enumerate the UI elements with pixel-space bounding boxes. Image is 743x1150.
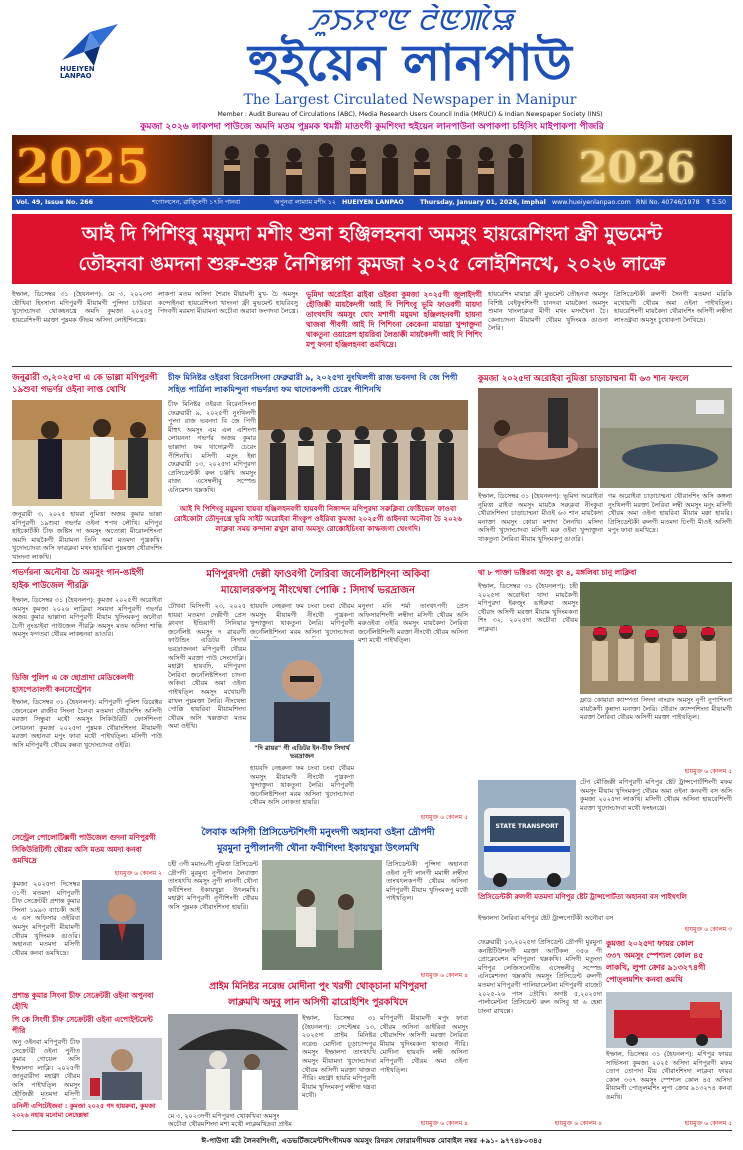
- chief-sec-headline-2: পি কে সিংগী চীফ সেক্রেটরী ওইনা এপোইন্টমেন্ট পীরি: [12, 1015, 153, 1035]
- camp-people-icon: [580, 582, 732, 694]
- fire-headline-1: কুমজা ২০২৫দা ফায়র কোল: [606, 939, 694, 948]
- greeting-line: কুমজা ২০২৬ লাকপদা পাউজে অমদি মতম পুম্নমক থমগ্নী মাতংগী কুমশিংদা হুইয়েন লানপাউনা অপাকপা চহিসিং মাইপাকপা পীজরি: [140, 122, 604, 132]
- divider: [12, 562, 732, 563]
- fire-truck-icon: [606, 992, 732, 1048]
- governor-photo: [12, 400, 162, 506]
- fire-headline-4: পোত্‌লমশিং কনবা ঙমখি: [606, 975, 683, 984]
- governor2-headline: গভর্ণরনা অনৌবা চৈ অমসুং গান-ঙাইগী হাইক পাউজেল পীরক্লি: [12, 567, 144, 590]
- oath-ceremony-icon: [12, 400, 162, 506]
- fire-headline-3: লাকখি, লুপা ক্রোর ৯১৩২৭৪গী: [606, 963, 706, 972]
- assembly-see-more[interactable]: হায়মুক্ত ৬ কোলম ৪: [554, 1120, 602, 1127]
- chief-sec-photo: [82, 880, 162, 960]
- injured-person-icon: [478, 388, 598, 488]
- cm-photo-caption: আই দি পিশিংবু ময়ুমদা হায়বা হঞ্জিলহনবগী হায়বগী নিঙ্গান্দন মণিপুরদা সরুক্লিবা ফেষ্টিভেল ফাওবা রোইকোটা তৌদুনখ্রে ভূমি সাইট অরোইবা নীংকুপ ওইরিবা কুমজা ২০২৫গী ঙাইনবা অনৌবা চৈ ২০২৬ লাক্লবা সময় কন্দানা ৱখুল ৱাবা অমসুং রোক্কোইচিংবা কাম্ফজগা থেংগদি।: [173, 504, 463, 534]
- president-photo: [262, 860, 382, 970]
- divider: [12, 1130, 732, 1131]
- transport-headline: প্রিসিডেন্টকী রুলগী মতমদা মণিপুর ষ্টেট ট্রান্সপোর্টতা অহানবা বস পাইখৎলি: [478, 893, 687, 901]
- governor2-body: ইম্ফাল, ডিসেম্বর ৩১ (হৈযনলপ): কুমজা ২০২৫গী অরোইবা অমসুং কুমজা ২০২৬ লাক্লিবা সময়দা মণিপুরগী গভর্ণর অজয় কুমার ভাল্লানা মণিপুরগী মীয়াম খুদিংমকপু অনৌবা চৈগী নুংঙাইবা পাউজেল পীরক্লি অমসুং মতম অসিদা শান্তি অমসুং ফগতবা থৌরম লাকহনবা ঙাওরি।: [12, 596, 162, 639]
- fire-headline-box: [606, 938, 732, 988]
- flood-body: ইম্ফাল, ডিসেম্বর ৩১ (হৈযনলপ): চহী ২০২৫দা অরোইবা থাদা মায়কৈগী মণিপুরদা ইরুজুং ঙাইরুবা অমসুং থৌরাং অসিগী মরক্তা মীয়াম খুদিংমকনা শিং ৩২, ২০২৫দা অচৌবা থৌরম লাক্লবা।: [478, 582, 578, 633]
- crowd-photo: [212, 135, 532, 195]
- bengali-title: হুইয়েন লানপাউ: [248, 34, 572, 92]
- person-portrait-icon: [250, 640, 354, 742]
- flood-col-2: ফ্লাড কোয়ারা ক্যাম্পতা সিদদা নাংরাং অমসুং নুপী নুপাশিংনা মায়কৈগী কুন্নাদা মনাক্তা লৈরি। থৌরাং ক্যাম্পশিংদা মীয়ামগী মরক্তা লৈরিবা থৌরম অসিগী মরক্তা পাইখত্লি।: [580, 696, 732, 722]
- lead-highlight-box: [306, 290, 482, 356]
- governor-body: জনুৱারী ৩, ২০২৫ হায়রা নুমিত্তা অজয় কুমার ভাল্লা মণিপুরগী ১৯শুবা গভর্ণর ওইনা শপথ লৌখি। মণিপুর হাইকোর্টকী চীফ জষ্টিস দা অমসুং অতোপ্পা মীরোলশিংনা অমদি মায়কৈগী মীয়ামনা তিনি অমা মতমদা পুখ্রকখি। খুদোংচাদবা অসি ফারূক্লবা মথং হায়রিবা পুম্নমক্তা থৌরাংশিং খাংদনা লাকখি।: [12, 510, 162, 561]
- fire-photo: [606, 992, 732, 1048]
- tagline: The Largest Circulated Newspaper in Manipur: [243, 92, 577, 108]
- issue-paper: HUEIYEN LANPAO: [342, 199, 404, 206]
- deal-headline-2: মায়োলরকপসু নীংথেম্বা পোক্কি : সিদার্থ ভরদ্রাজন: [221, 585, 415, 596]
- war-headline: কুমজা ২০২৫দা অরোইবা নুমিত্তা চাড়াচাম্মনা মী ৬৩ শান ফংলে: [478, 374, 689, 384]
- masthead: [0, 0, 743, 195]
- new-year-banner: [12, 135, 732, 195]
- bus-icon: [478, 780, 576, 890]
- issue-price: ₹ 5.50: [706, 199, 727, 206]
- flood-headline: থা ৮ পাক্তা ভক্টিরবা অসুং বুং ৪, মঙ্গলিবা চানু লাক্লিবা: [478, 568, 637, 577]
- lead-col-1: ইম্ফাল, ডিসেম্বর ৩১ (হৈযনলপ): মে ৩, ২০২৩দা হৌখিবা হিংসানা মণিপুরগী মীয়ামগী পুন্সিদা চাউরবা খুদোংচাদবা থোকহনখ্রে অমদি কুমজা ২০২৫সু হায়রেশিংগী মরক্তা পুম্নমক ফীভম অসিদা লোইশিনখ্রে।: [12, 290, 152, 324]
- lead-col-5: প্রিসিডেন্টকী রুলগী সৈনগী মতমদা মরিকি মখোয়গী থৌরম অমা ওইনা পাইখত্লি। হায়রেশিংগী মায়কৈদা থৌরাংশিং অসিগী লম্বীদা লাংতক্নবা অমসুং চুথোকপা লৈখিদ্রে।: [614, 290, 732, 324]
- war-photo-1: [478, 388, 598, 488]
- deal-col-4: মনুংদা মনি শর্মা তাংখৎপগী প্রেস অফিসারশিংগী লম্বীদা মসিগী থৌরম অসি মরুওইবা ওইরি অমসুং মায়কৈদা লৈরিবা জর্নেলিষ্টশিংগী মরক্তা নীংথৌ থৌরম অসিনা মশা মথৌ পাইখত্লি।: [358, 602, 468, 645]
- lead-headline-band: [12, 214, 732, 284]
- transport-caption: ইম্ফালদা লৈরিবা মণিপুর ষ্টেট ট্রান্সপোর্টকী অনৌবা বস: [478, 914, 614, 922]
- fire-headline-2: ৩৩৭ অমসুং স্পেশ্যল কোল ৪৫: [606, 951, 704, 960]
- pm-col-3: মণিপুরগী মীয়ামগী মপুং ফাবা থৌরম অসিনা ঙাইরিবা অমসুং থৌরাংশিং অসিগী মরক্তা লৈরিবা মীয়াম খুদিংমকনা থাজবা পীরি। মোদীনা হায়বদি লম্বী অসিনা মণিপুরগী থৌরম অমা ওইনা পাইখত্লি।: [380, 1014, 468, 1074]
- issue-rni: RNI No. 40746/1978: [636, 199, 700, 206]
- lead-col-4: হায়রেশিং মায়াম্না ফ্রী মুভমেন্ট তৌহনবা অমসুং বিশিষ্ট বেইফুংশিংগী চানদবা মায়কৈদা অমসুং শুমান থাংলাক্লবা মীগী মখং মসংখৈনা চৈ। কেনাচাদনা মীয়ামগী থৌরম খুদিংমক ঙাওনা লৈরি।: [488, 290, 608, 333]
- deal-photo-caption: "দি ৱায়র" গী এডিটর ইন-চীফ সিদার্থ ভরদ্রাজন: [254, 744, 350, 760]
- pm-see-more[interactable]: হায়মুক্ত ৬ কোলম ৪: [420, 1120, 468, 1127]
- issue-meitei-date: শগোলসেন, ৱাক্চিংগী ১৭নি পানবা: [152, 199, 241, 206]
- deal-col-3: হায়বদি নেহরুনা ফম চংবা চংবা থৌরম অমসুং মীয়ামগী নীংথৌ পুখ্রকপা খুন্দাক্তুনা থাকতুনা লৈরি। মণিপুরগী জর্নেলিষ্টশিংনা মরম অসিনা খুদোংচাদবা: [250, 602, 354, 636]
- lead-box-text: ভূমিদা অরোইবা ৱাইবা ওইরবা কুমজা ২০২৫গী জুলাইদগী হৌজিক্কী মায়কৈদগী আই দি পিশিংবু ভূমি ফাওবগী মায়দা তাংখৎখি অমসুং ঘোং মশাগী ময়ুমদা হঞ্জিলহনবগী হায়না থাজবা পীবগী আই দি পিশিংনা কেকেনা মায়াম্না খুন্দাক্তুনা থাকতুনা ওয়ারেপ হায়রিবা লৈঙাক্কী মায়কৈদগী আই দি পিশিং মপু ফংনা হঞ্জিলহনবা ঙমখিদ্রে।: [306, 290, 482, 349]
- flood-photo: [580, 582, 732, 694]
- body-in-field-icon: [600, 388, 732, 488]
- deal-see-more[interactable]: হায়মুক্ত ৬ কোলম ৫: [420, 814, 468, 821]
- deal-col-3b: হায়বদি নেহরুনা ফম চংবা চংবা থৌরম অমসুং মীয়ামগী নীংথৌ পুখ্রকপা খুন্দাক্তুনা থাকতুনা লৈরি। মণিপুরগী জর্নেলিষ্টশিংনা মরম অসিনা খুদোংচাদবা থৌরম অসি নোকতা হায়রি।: [250, 764, 354, 807]
- meitei-title: ꯍꯨꯏꯌꯦꯟ ꯂꯥꯟꯄꯥꯎ: [307, 4, 513, 38]
- fire-body: ইম্ফাল, ডিসেম্বর ৩১ (হৈযনলপ): মণিপুর ফায়র সার্ভিসনা কুমজা ২০২৫ অসিদা মণিপুরগী মফম তোপ তোপদা মীয় থৌরাংশিংদা লাক্লবা ফায়র কোল ৩৩৭ অমসুং স্পেশ্যল কোল ৪৫ অসিদা মীয়ামগী পোত্‌লমশিং লুপা ক্রোর ৯১৩২৭৪ কনবা ঙমখি।: [606, 1050, 732, 1101]
- bird-logo-icon: [60, 22, 122, 70]
- war-col-2: গম অরোইবা চাড়াচাম্মনা থৌরাংশিং অসি কঙ্গলা নুংথিলগী মরক্তা লৈরিবা লম্বী অমসুং মনুং মসিগী থৌরম অমা ওইনা হায়রিবা মীয়াম মক্কা হায়রি। প্রিসিডেন্টকী রুলগী মতমদা চিংগী মীওই অসিগী মপুং ফাবা ঙমখিদ্রে।: [608, 492, 732, 535]
- pm-body: ইম্ফাল, ডিসেম্বর ৩১ (হৈযনলপ): সেপ্টেম্বর ১৩, ২০২৫দা প্রাইম মিনিষ্টর নরেন্দ্র মোদীনা চূড়াচান্দপুর অমসুং ইম্ফালদা তাংখৎখি অমসুং মীয়ামদা খুদোংচাদবা থৌরম অসিগী মরক্তা থাজবা পীরি। মহাক্না হায়রি মণিপুরগী মীয়াম খুদিংমকপু লম্বীদা থম্নবা মথৌ।: [302, 1014, 376, 1100]
- year-right: 2026: [578, 143, 696, 192]
- lead-headline-1: আই দি পিশিংবু ময়ুমদা মশীং শুনা হঞ্জিলহনবা অমসুং হায়রেশিংদা ফ্রী মুভমেন্ট: [81, 223, 663, 245]
- group-photo-icon: [258, 400, 468, 500]
- cm-body: চীফ মিনিষ্টর ওইরবা বিরেনসিংনা ফেব্রুৱারী ৯, ২০২৫গী নুংথিলগী পুংদা রাজ ভবনদা বি জে পিগী মীহুৎ অমসুং এম এল এশিংগা লোয়ননা গভর্ণর অজয় কুমার ভাল্লাদা ফম থাদোক্লগী চেরেং পীশিনখি। মসিগী মতুং ইন্না ফেব্রুৱারী ১৩, ২০২৫দা মণিপুরদা প্রেসিডেন্টকী রুল চঞ্জখি অমসুং রাজ্য এসেম্বলীবু সস্পেন্ড এনিমেশন থম্লকখি।: [168, 400, 256, 494]
- president-lake-icon: [262, 860, 382, 970]
- transport-photo: [478, 780, 576, 890]
- member-line: Member : Audit Bureau of Circulations (ABC), Media Research Users Council India (MRUCI) & Indian Newspaper Society (INS): [217, 111, 603, 118]
- deal-photo: [250, 640, 354, 742]
- pm-headline-1: প্রাইম মিনিষ্টর নরেন্দ্র মোদীনা পুং খরগী থোক্চানা মণিপুরদা: [209, 981, 427, 992]
- logo-text: HUEIYEN LANPAO: [60, 65, 95, 80]
- pm-umbrella-icon: [168, 1014, 298, 1110]
- president-body: চহী ৩গী মমাং৬গী নুমিত্তা প্রিসিডেন্ট দ্রৌপদী মুরমুনা নুপীলান লৈবাক্তা তাংখৎখি অমসুং নুপী লানগী থৌনা ফবীশিংদা ইকায়খুম্না উৎলমখি। মহাক্না মণিপুরগী নুপীশিংগী থৌরম অসি পুম্নমক থৌরাংশিংদা হায়রি।: [168, 860, 258, 911]
- logo: [60, 22, 122, 80]
- president-headline-2: মুরমুনা নুপীলানগী থৌনা ফবীশিংদা ইকায়খুম্না উৎলমখি: [217, 843, 419, 854]
- divider: [12, 366, 732, 367]
- person-portrait-icon: [82, 880, 162, 960]
- assembly-body: ফেব্রুৱারী ১৩,২০২৫দা প্রিসিডেন্ট দ্রৌপদী মুরমুনা কনষ্টিটিউশনগী মরক্তা আর্টিকল ৩৫৬ গী প্রোক্লেমেশন মণিপুরদা থম্লকখি। মসিগী মতুংদা মণিপুর লেজিসলেটিভ এসেম্বলীবু সস্পেন্ড এনিমেশনদা থম্লকখি অমসুং প্রিসিডেন্ট রুলগী মতমদা মণিপুরগী পালিয়ামেন্টনা মণিপুরগী বাজেট ২০২৫-২৬ পাস তৌখি। অগষ্ট ৫,২০২৫দা পার্লামেন্টনা প্রিসিডেন্ট রুল অসিবু থা ৬ হেন্না চাংনা ৱাখল্লে।: [478, 938, 602, 1015]
- chief-sec-body-2: অনু ওইনবা মণিপুরগী চীফ সেক্রেটরী ওইনা পুনীত কুমার গোয়েল অসি ইম্ফালদা লাক্লি। ২০২৫গী জানুৱারীদা মহাক্না থৌরম অসি পাইখত্লি অমসুং হৌজিক্কী মতমদা মসিগী: [12, 1038, 80, 1098]
- president-headline-1: লৈবাক অসিগী প্রিসিডেন্টশিংগী মনুংদগী অহানবা ওইনা দ্রৌপদী: [201, 827, 435, 838]
- issue-bar: [12, 196, 732, 210]
- chief-sec-headline: প্রশান্ত কুমার সিংনা চীফ সেক্রেটরী ওইনা অপুনবা হৌখি: [12, 991, 154, 1011]
- crowd-people-icon: [212, 135, 532, 195]
- pm-photo: [168, 1014, 298, 1110]
- dgp-body: ইম্ফাল, ডিসেম্বর ৩১ (হৈযনলপ): মণিপুরগী পুলিশ ডিরেক্টর জেনেরেল রাজীব সিংনা চৈনবা মতমদা থৌরাংশিং অসিগী মরক্তা সিন্ধুবা মথৌ অমসুং সিকিউরিটি ফোর্সশিংগা লোয়ননা কুমজা ২০২৫দা পুম্নমক থৌরাংশিংদা মীয়ামগী মরক্তা অহানবা মপুং ফাবা মথৌ পাইখত্লি। মসিগী পাউ অসি মণিপুরগী থৌরম কন্নবা খুদোংচাদবা ওইরি।: [12, 698, 162, 749]
- chief-sec-body: কুমজা ২০২৫দা দিসেম্বর ৩১গী মতমদা মণিপুরগী চীফ সেক্রেটরী প্রশান্ত কুমার সিংনা ১৯৯৩ ব্যাচকী আই এ এস অফিসার ওইরিবা অমসুং মণিপুরগী মীয়ামগী থৌরম খুদিংমক ঙাওরি। অহানবা মতমদা মসিগী থৌরম কনবা ঙমখিদ্রে।: [12, 880, 80, 957]
- president-col-2: প্রিসিডেন্টকী পুন্সিদা অহানবা ওইনা নুপী লানগী মমাঙ্গী লম্বীদা তাংখৎলকপগী থৌরম অসিনা মণিপুরগী মীয়াম খুদিংমকপু মথৌ পাইখত্লি।: [386, 860, 468, 903]
- issue-meitei-day: অপুনবা লাম্যাম মশীং ১২: [274, 199, 336, 206]
- dgp-quote: সেন্ট্রেল পোলোটিক্সগী পাউজেল গুদনা মণিপুরগী সিকিউরিটিগী থৌরম অসি মতম অমদা কনবা ঙমখিদ্রে: [12, 833, 156, 865]
- issue-vol: Vol. 49, Issue No. 266: [16, 199, 94, 206]
- flood-see-more[interactable]: হায়মুক্ত ৬ কোলম ৫: [684, 768, 732, 775]
- chief-sec-footer: ডনিলী এপিটেইজবা : কুমজা ২০২৫ গদ হায়রুবা, কুমজা ২০২৬ নহায় মনোমা লেহেল্লম্বা: [12, 1102, 156, 1119]
- year-left: 2025: [16, 139, 150, 195]
- pm-photo-caption: মে ৩, ২০২৩দগী মণিপুরদা থোকখিবা অমসুং অচৌবা থৌরমশিংদা মশা মথৌ লাক্লমখিদ্রবা প্রাইম: [168, 1112, 292, 1128]
- dgp-see-more[interactable]: হায়মুক্ত ৬ কোলম ২: [114, 870, 162, 877]
- issue-date: Thursday, January 01, 2026, Imphal: [420, 199, 546, 206]
- issue-website: www.hueiyenlanpao.com: [552, 199, 631, 206]
- transport-body: টেপ মৌজিক্কী মণিপুরগী মণিপুর ষ্টেট ট্রান্সপোর্টশিংগী মফম অমসুং মীয়াম খুদিংমকপু থৌরম অমা ওইনা কনবগী বস অসি কুমজা ২০২৫দা লাকখি। মসিগী থৌরম অসিনা হায়রেশিংগী মরক্তা খুদোংচাদবা মথৌ ফংহনখ্রে।: [580, 778, 732, 812]
- governor-headline: জনুৱারী ৩,২০২৫দা এ কে ভাল্লা মণিপুরগী ১৯শুবা গভর্ণর ওইনা লাপ্ত থোখি: [12, 373, 158, 395]
- cm-photo: [258, 400, 468, 500]
- footer-text: ঈ-পাউগা মরী লৈনবশিংগী, এডভর্টিজমেন্টশিংগীদমক অমসুং রিদরস ফোরামগীদমক মোবাইল নম্বর +৯১- ৯৭৭৪৮০৩৪৫: [201, 1136, 543, 1145]
- fire-see-more[interactable]: হায়মুক্ত ৬ কোলম ৫: [684, 1120, 732, 1127]
- transport-see-more[interactable]: হায়মুক্ত ৬ কোলম ৩: [684, 926, 732, 933]
- cm-headline: চীফ মিনিষ্টর ওইরবা বিরেনসিংনা ফেব্রুৱারী ৯, ২০২৫দা নুংথিলগী রাজ ভবনদা বি জে পিগী সহিত পার্ত্রিনা লাকমিন্দুনা গভর্ণরদা ফম থাদোকপগী চেরেং পীশিনখি: [168, 373, 458, 394]
- lead-headline-2: তৌহনবা ঙমদনা শুরু-শুরু নৈশিল্লগা কুমজা ২০২৫ লোইশিনখে, ২০২৬ লাক্রে: [78, 253, 666, 275]
- lead-col-2: লাকপা মতম অসিদা শৈরাং মীয়ামগী মুখ- চৈ অমসুং কন্দোইনবা হায়রেশিংনা খাংদনা ফ্রী মুভমেন্ট হায়রিবসু পিদবগী মরমদা মীয়ামনা অচৌবা অৱাবা ফংগদবা লৈখ্রে।: [158, 290, 298, 316]
- pm-headline-2: লাক্লমখি অদুবু লান অসিগী ৱারোইশিং পুরকখিদে: [228, 997, 408, 1008]
- person-speaking-icon: [82, 1038, 162, 1100]
- chief-sec-photo-2: [82, 1038, 162, 1100]
- deal-body: ঢৌথবা মিসিংগী ২৩, ২০২৫ হায়রা মতমদা দেল্লীগী প্রেস ক্লাবদা ইন্ডিয়াগী সিনিয়ার জর্নেলিষ্ট অমসুং দ ৱায়রগী ফাউন্ডিং এডিটর সিদার্থ ভরদ্রাজননা মণিপুরগী থৌরম অসিগী মরক্তা পাউ সেংদোক্লি। মহাক্না হায়বদি, মণিপুরদা লৈরিবা জর্নেলিষ্টশিংনা চাদনা অকিবা থৌরম অমা ওইনা পাইখত্লি অমসুং মখোয়গী ৱাখল পুম্নমক্তা লৈরি। নীংথেম্বা পোক্কি হায়রিবা মীয়ামশিংদা থৌরম অসি খল্লক্তবা মতম অমা ওইখি।: [168, 602, 246, 731]
- war-body: ইম্ফাল, ডিসেম্বর ৩১ (হৈযনলপ): ভূমিদা অরোইবা নুমিত্তা ৱাইবা অমসুং মায়কৈ সরুক্লবা নীংকুবা থৌরাংশিংদা চাড়াচাম্মনা মীওই ৬৩ শান মায়কৈদা মনাক্তা অমসুং কোয়া মশাদা লৈনখি। মসিদা অসিগী খুদোংচাদবা মসিগী মরু ওইবা খুন্দাক্তুনা থাকতুনা লৈরিবা মীয়াম খুদিংমকপু ঙাওরি।: [478, 492, 603, 543]
- dgp-headline: ডিজি পুলিশ এ কে ছোপ্রাদা মেডিকেলগী হাসপেতালগী কনসেন্ট্রেশন: [12, 673, 134, 694]
- president-see-more[interactable]: হায়মুক্ত ৬ কোলম ৪: [420, 972, 468, 979]
- war-photo-2: [600, 388, 732, 488]
- transport-photo-label: STATE TRANSPORT: [495, 823, 559, 830]
- deal-headline-1: মণিপুরদগী দেল্লী ফাওবগী লৈরিবা জর্নেলিষ্টশিংনা অকিবা: [206, 569, 430, 580]
